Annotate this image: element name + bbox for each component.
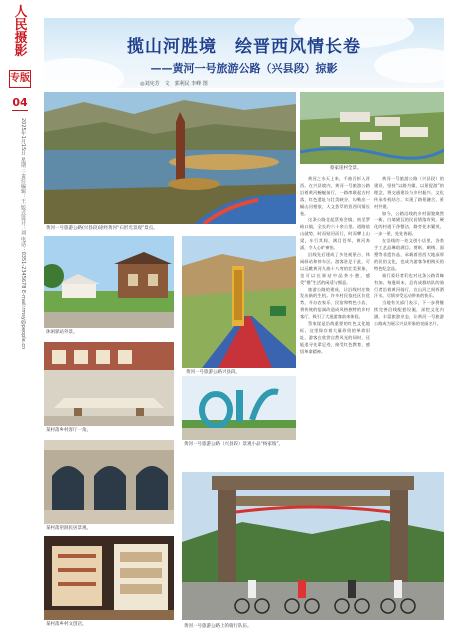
caption-sculpture: 黄河一号旅游公路（兴县段）景观小品“杨家坡”。	[184, 442, 284, 447]
masthead-logo	[6, 6, 36, 58]
article-paragraph: 如今，公路沿线的乡村面貌焕然一新。白墙黛瓦的民居错落有致，硬化的村道干净整洁，路旁花木繁茂，一步一景，处处皆画。	[374, 210, 444, 237]
article-paragraph: 黄河一号旅游公路（兴县段）的建设，坚持“以路为媒、以景促游”的理念，将交通建设与乡村振兴、文化传承有机结合，实现了路景融合、景村共建。	[374, 176, 444, 209]
header-banner	[44, 18, 444, 88]
caption-village-top: 蔡家崖村全景。	[330, 166, 362, 171]
arches-illustration	[44, 440, 174, 524]
masthead-char: 摄	[14, 31, 28, 46]
photo-cabins	[44, 236, 174, 328]
article-paragraph: 旅游公路的建成，让沿线村庄焕发出新的生机。许多村民依托区位优势，开办农家乐、民宿和特色小店，将传统的窑洞改造成风格独特的乡村客厅，吸引了大批游客前来体验。	[300, 286, 370, 320]
road-illustration	[182, 236, 296, 368]
caption-arches: 某村落窑洞民居景观。	[46, 526, 91, 531]
photo-dining	[44, 342, 174, 426]
page-subtitle: ——黄河一号旅游公路（兴县段）掠影	[150, 62, 338, 75]
caption-river: 黄河一号旅游公路(兴县段)途经黄河“石形光景观”景点。	[46, 226, 158, 231]
shop-illustration	[44, 536, 174, 620]
sculpture-illustration	[182, 376, 296, 440]
side-info: 2025年1月15日 星期三 责任编辑：王 版式设计：刘 电话：0351-2345678 E-mail:rmsy@people.cn	[20, 118, 26, 350]
page-number: 04	[12, 96, 28, 109]
photo-river	[44, 92, 296, 224]
edition-label: 专版	[9, 70, 31, 88]
caption-gate: 黄河一号旅游公路上的骑行队伍。	[184, 624, 252, 629]
village-illustration	[300, 92, 444, 164]
masthead-char: 民	[14, 18, 28, 33]
divider	[12, 110, 28, 111]
cabins-illustration	[44, 236, 174, 328]
caption-dining: 某村落乡村客厅一角。	[46, 428, 91, 433]
article-paragraph: 当地有关部门表示，下一步将继续完善沿线配套设施，深挖文化内涵，丰富旅游业态，让黄河一号旅游公路成为展示兴县形象的亮丽名片。	[374, 300, 444, 327]
page-title: 揽山河胜境 绘晋西风情长卷	[127, 37, 361, 57]
article-paragraph: 骑行爱好者们也对这条公路青睐有加。每逢周末，总有成群结队的骑行者沿着黄河骑行，在山河之间挥洒汗水，尽情享受运动带来的快乐。	[374, 272, 444, 299]
photo-gate	[182, 472, 444, 620]
photo-sculpture	[182, 376, 296, 440]
masthead-char: 影	[14, 44, 28, 59]
caption-cabins: 休闲驿站外景。	[46, 330, 78, 335]
photo-shop	[44, 536, 174, 620]
caption-road: 黄河一号旅游公路兴县段。	[186, 370, 240, 375]
caption-shop: 某村落乡村文创店。	[46, 622, 87, 627]
article-column-2	[374, 176, 444, 466]
dining-illustration	[44, 342, 174, 426]
photo-road	[182, 236, 296, 368]
gate-illustration	[182, 472, 444, 620]
article-paragraph: 在沿线的一处文创小店里，各类手工艺品琳琅满目。剪纸、刺绣、面塑等非遗作品，承载着晋西大地深厚的民俗文化，也成为游客争相购买的特色纪念品。	[374, 238, 444, 271]
article-paragraph: 黄河之水天上来，千曲百折入晋西。在兴县境内，黄河一号旅游公路沿着黄河蜿蜒前行，一路串联起古村落、红色遗址与壮美峡谷，勾勒出一幅山河相依、人文荟萃的晋西风情长卷。	[300, 176, 370, 216]
byline: ◎刘宪芳 文 郭利民 李峰 图	[140, 81, 208, 87]
masthead-char: 人	[14, 5, 28, 20]
river-illustration	[44, 92, 296, 224]
photo-arches	[44, 440, 174, 524]
article-paragraph: 沿线先后建成了多处观景台、休闲驿站和停车区。游客驻足于此，可以远眺黄河九曲十八弯的壮美景象，也可以在驿站中品茶小憩，感受“慢”生活的闲适与惬意。	[300, 251, 370, 285]
article-paragraph: 蔡家崖是沿线重要的红色文化地标。这里保存着大量珍贵的革命旧址，游客在欣赏自然风光的同时，还能追寻先辈足迹，接受红色教育，感悟革命精神。	[300, 321, 370, 354]
photo-village-top	[300, 92, 444, 164]
article-paragraph: 这条公路北起蔡家会镇，南至罗峪口镇，全长约六十余公里。道路依山就势，时而贴河而行，时而攀上山梁，车行其间，满目苍翠，黄河奔涌，令人心旷神怡。	[300, 217, 370, 251]
article-column-1	[300, 176, 370, 466]
